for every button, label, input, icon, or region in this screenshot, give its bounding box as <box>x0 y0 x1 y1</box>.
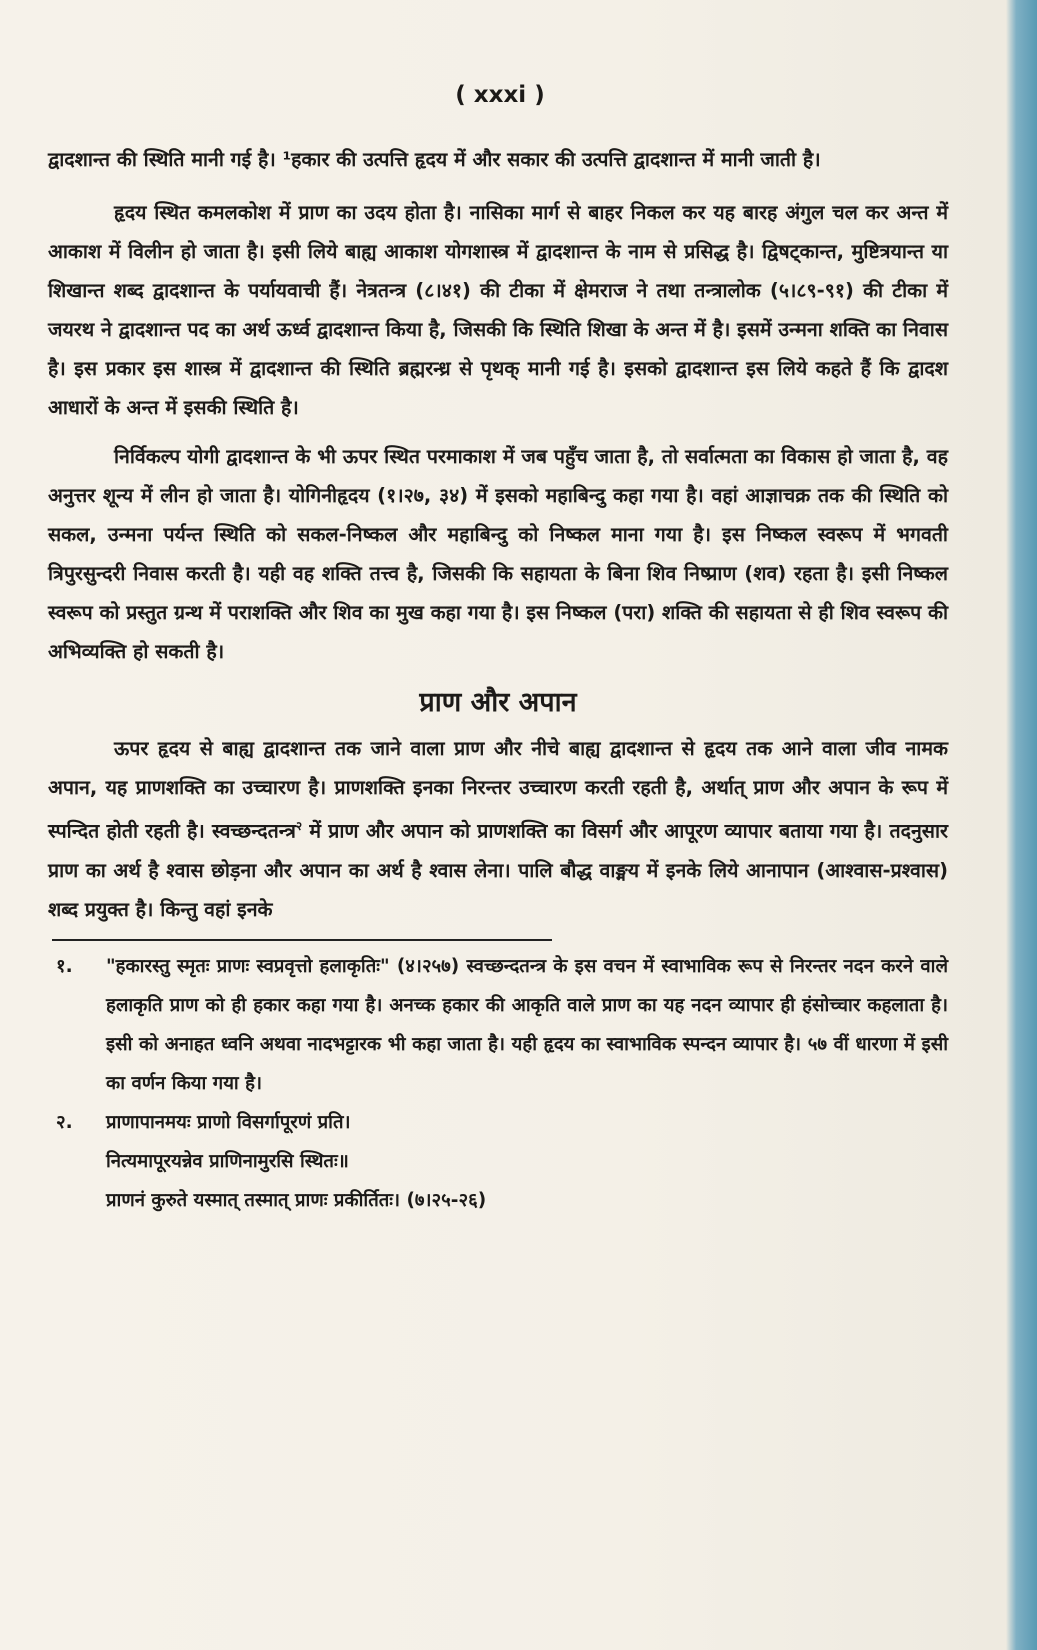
section-paragraph-part-1: ऊपर हृदय से बाह्य द्वादशान्त तक जाने वाला प्राण और नीचे बाह्य द्वादशान्त से हृदय तक आने वाला जीव नामक अपान, यह प्राणशक्ति का उच्चारण है। प्राणशक्ति इनका निरन्तर उच्चारण करती रहती है, अर्थात् प्राण और अपान के रूप में स्पन्दित होती रहती है। स्वच्छन्दतन्त्र <box>48 737 948 843</box>
footnote-2 <box>48 1103 948 1142</box>
section-paragraph <box>48 729 948 929</box>
verse-line-1: नित्यमापूरयन्नेव प्राणिनामुरसि स्थितः॥ <box>106 1150 349 1172</box>
page-body <box>48 140 948 1220</box>
footnote-text: प्राणापानमयः प्राणो विसर्गापूरणं प्रति। <box>106 1111 351 1133</box>
footnote-1 <box>48 947 948 1103</box>
section-paragraph-part-2: में प्राण और अपान को प्राणशक्ति का विसर्ग और आपूरण व्यापार बताया गया है। तदनुसार प्राण का अर्थ है श्वास छोड़ना और अपान का अर्थ है श्वास लेना। पालि बौद्ध वाङ्मय में इनके लिये आनापान (आश्वास-प्रश्वास) शब्द प्रयुक्त है। किन्तु वहां इनके <box>48 819 948 921</box>
section-heading: प्राण और अपान <box>419 687 577 718</box>
footnote-number: १. <box>56 955 73 977</box>
footnote-number: २. <box>56 1111 73 1133</box>
footnote-divider <box>52 939 552 941</box>
footnote-ref-2: २ <box>295 819 303 833</box>
paragraph-2: हृदय स्थित कमलकोश में प्राण का उदय होता है। नासिका मार्ग से बाहर निकल कर यह बारह अंगुल चल कर अन्त में आकाश में विलीन हो जाता है। इसी लिये बाह्य आकाश योगशास्त्र में द्वादशान्त के नाम से प्रसिद्ध है। द्विषट्कान्त, मुष्टित्रयान्त या शिखान्त शब्द द्वादशान्त के पर्यायवाची हैं। नेत्रतन्त्र (८।४१) की टीका में क्षेमराज ने तथा तन्त्रालोक (५।८९-९१) की टीका में जयरथ ने द्वादशान्त पद का अर्थ ऊर्ध्व द्वादशान्त किया है, जिसकी कि स्थिति शिखा के अन्त में है। इसमें उन्मना शक्ति का निवास है। इस प्रकार इस शास्त्र में द्वादशान्त की स्थिति ब्रह्मरन्ध्र से पृथक् मानी गई है। इसको द्वादशान्त इस लिये कहते हैं कि द्वादश आधारों के अन्त में इसकी स्थिति है। <box>48 201 948 419</box>
verse-line-2: प्राणनं कुरुते यस्मात् तस्मात् प्राणः प्रकीर्तितः। (७।२५-२६) <box>106 1189 487 1211</box>
paragraph-1: द्वादशान्त की स्थिति मानी गई है। ¹हकार की उत्पत्ति हृदय में और सकार की उत्पत्ति द्वादशान्त में मानी जाती है। <box>48 148 821 171</box>
page-number: ( xxxi ) <box>455 82 545 108</box>
footnote-text: "हकारस्तु स्मृतः प्राणः स्वप्रवृत्तो हलाकृतिः" (४।२५७) स्वच्छन्दतन्त्र के इस वचन में स्वाभाविक रूप से निरन्तर नदन करने वाले हलाकृति प्राण को ही हकार कहा गया है। अनच्क हकार की आकृति वाले प्राण का यह नदन व्यापार ही हंसोच्चार कहलाता है। इसी को अनाहत ध्वनि अथवा नादभट्टारक भी कहा जाता है। यही हृदय का स्वाभाविक स्पन्दन व्यापार है। ५७ वीं धारणा में इसी का वर्णन किया गया है। <box>106 955 948 1094</box>
paragraph-3: निर्विकल्प योगी द्वादशान्त के भी ऊपर स्थित परमाकाश में जब पहुँच जाता है, तो सर्वात्मता का विकास हो जाता है, वह अनुत्तर शून्य में लीन हो जाता है। योगिनीहृदय (१।२७, ३४) में इसको महाबिन्दु कहा गया है। वहां आज्ञाचक्र तक की स्थिति को सकल, उन्मना पर्यन्त स्थिति को सकल-निष्कल और महाबिन्दु को निष्कल माना गया है। इस निष्कल स्वरूप में भगवती त्रिपुरसुन्दरी निवास करती है। यही वह शक्ति तत्त्व है, जिसकी कि सहायता के बिना शिव निष्प्राण (शव) रहता है। इसी निष्कल स्वरूप को प्रस्तुत ग्रन्थ में पराशक्ति और शिव का मुख कहा गया है। इस निष्कल (परा) शक्ति की सहायता से ही शिव स्वरूप की अभिव्यक्ति हो सकती है। <box>48 445 948 663</box>
